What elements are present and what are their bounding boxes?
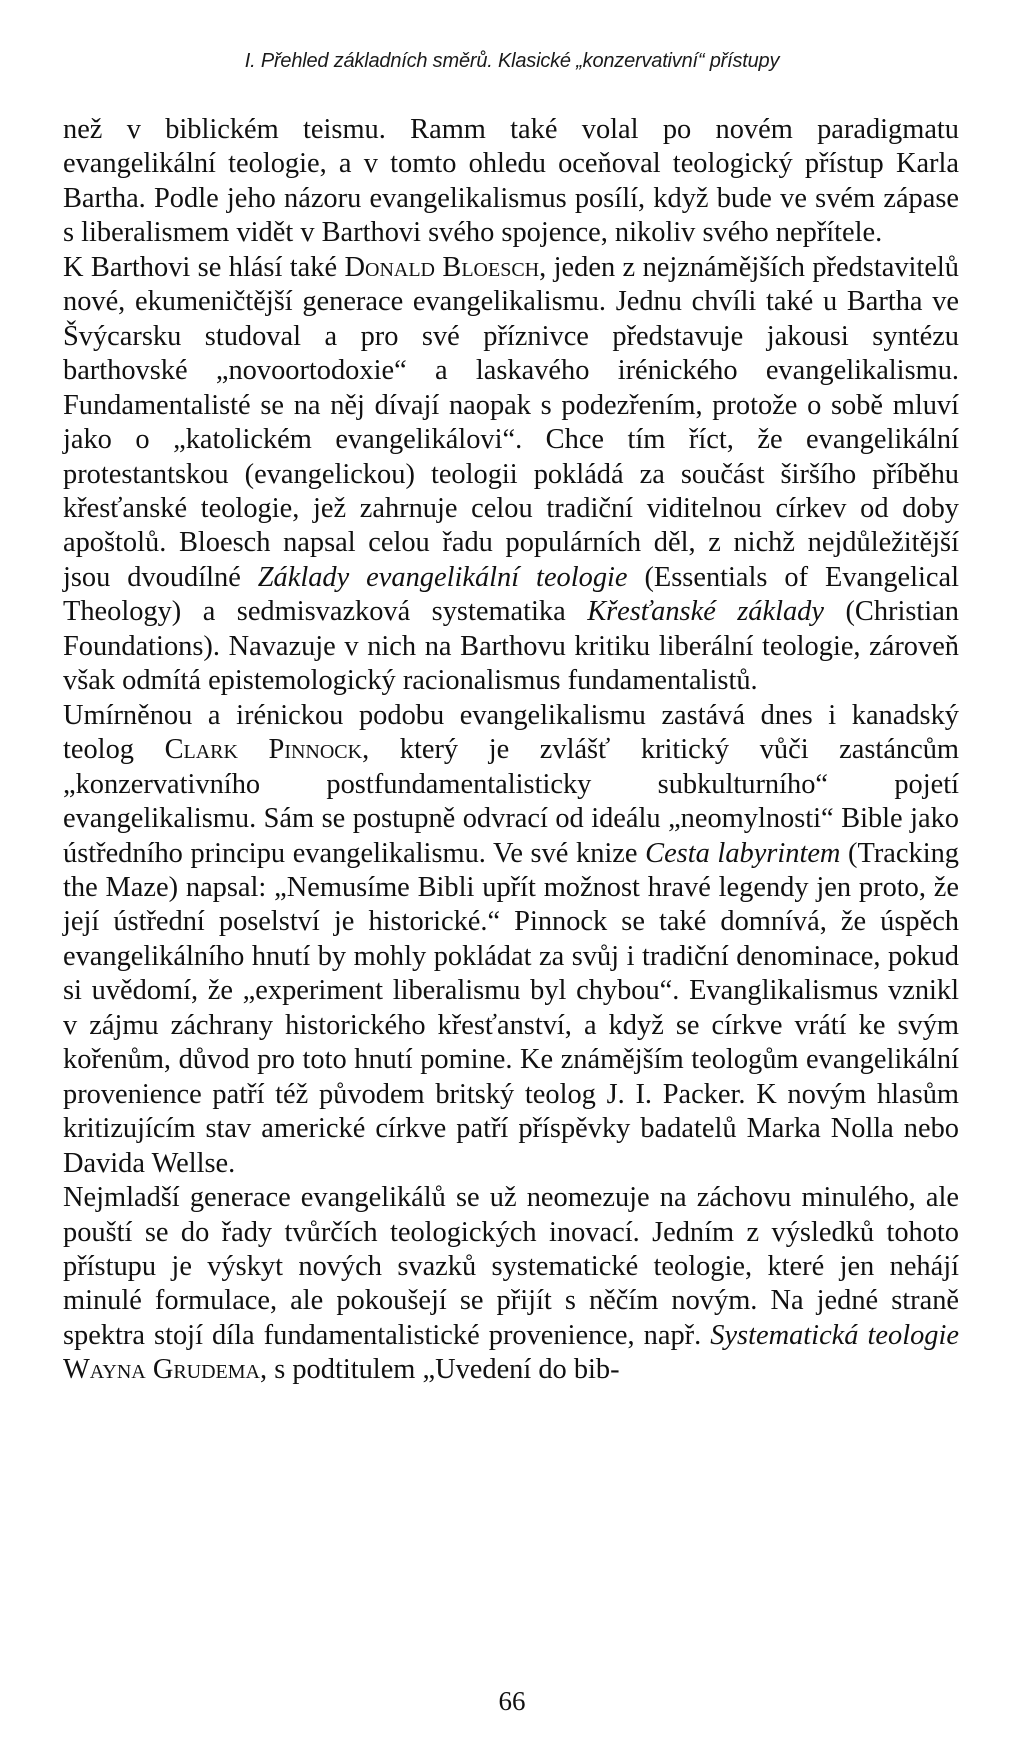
paragraph-4 — [63, 1181, 959, 1388]
running-header: I. Přehled základních směrů. Klasické „konzervativní“ přístupy — [244, 50, 780, 72]
person-name-clark-pinnock: Clark Pinnock — [164, 734, 363, 766]
book-title-zaklady: Základy evangelikální teologie — [257, 561, 628, 593]
person-name-wayne-grudem: Wayna Grudema — [63, 1354, 261, 1386]
book-title-systematicka-teologie: Systematická teologie — [710, 1319, 959, 1351]
paragraph-2-text-b: , jeden z nejznámějších představitelů nové, ekumeničtější generace evangelikalismu. Jednu chvíli také u Bartha ve Švýcarsku studoval a pro své příznivce představuje jakousi syntézu barthovské „novoortodoxie“ a laskavého irénického evangelikalismu. Fundamentalisté se na něj dívají naopak s podezřením, protože o sobě mluví jako o „katolickém evangelikálovi“. Chce tím říct, že evangelikální protestantskou (evangelickou) teologii pokládá za součást širšího příběhu křesťanské teologie, jež zahrnuje celou tradiční viditelnou církev od doby apoštolů. Bloesch napsal celou řadu populárních děl, z nichž nejdůležitější jsou dvoudílné — [63, 251, 960, 593]
paragraph-3 — [63, 699, 959, 1181]
paragraph-3-text-a: Umírněnou a irénickou podobu evangelikalismu zastává dnes i kanadský teolog — [63, 699, 959, 766]
book-title-cesta-labyrintem: Cesta labyrintem — [645, 837, 841, 869]
paragraph-3-text-b: , který je zvlášť kritický vůči zastáncům „konzervativního postfundamentalisticky subkulturního“ pojetí evangelikalismu. Sám se postupně odvrací od ideálu „neomylnosti“ Bible jako ústředního principu evangelikalismu. Ve své knize — [63, 734, 959, 869]
page-number: 66 — [498, 1686, 526, 1716]
paragraph-2 — [63, 251, 959, 699]
paragraph-2-text-a: K Barthovi se hlásí také — [63, 251, 345, 283]
paragraph-3-text-c: (Tracking the Maze) napsal: „Nemusíme Bibli upřít možnost hravé legendy jen proto, že její ústřední poselství je historické.“ Pinnock se také domnívá, že úspěch evangelikálního hnutí by mohly pokládat za svůj i tradiční denominace, pokud si uvědomí, že „experiment liberalismu byl chybou“. Evanglikalismus vznikl v zájmu záchrany historického křesťanství, a když se církve vrátí ke svým kořenům, důvod pro toto hnutí pomine. Ke známějším teologům evangelikální provenience patří též původem britský teolog J. I. Packer. K novým hlasům kritizujícím stav americké církve patří příspěvky badatelů Marka Nolla nebo Davida Wellse. — [63, 837, 959, 1179]
person-name-donald-bloesch: Donald Bloesch — [344, 251, 540, 283]
main-text — [63, 113, 959, 1388]
paragraph-2-text-c: (Essentials of Evangelical Theology) a sedmisvazková systematika — [63, 561, 959, 628]
paragraph-1: než v biblickém teismu. Ramm také volal po novém paradigmatu evangelikální teologie, a v tomto ohledu oceňoval teologický přístup Karla Bartha. Podle jeho názoru evangelikalismus posílí, když bude ve svém zápase s liberalismem vidět v Barthovi svého spojence, nikoliv svého nepřítele. — [63, 114, 959, 249]
book-title-krestanske-zaklady: Křesťanské základy — [587, 596, 824, 628]
paragraph-4-text-a: Nejmladší generace evangelikálů se už neomezuje na záchovu minulého, ale pouští se do řady tvůrčích teologických inovací. Jedním z výsledků tohoto přístupu je výskyt nových svazků systematické teologie, které jen nehájí minulé formulace, ale pokoušejí se přijít s něčím novým. Na jedné straně spektra stojí díla fundamentalistické provenience, např. — [63, 1182, 959, 1351]
paragraph-4-text-c: , s podtitulem „Uvedení do bib- — [260, 1354, 620, 1386]
paragraph-2-text-d: (Christian Foundations). Navazuje v nich na Barthovu kritiku liberální teologie, zároveň však odmítá epistemologický racionalismus fundamentalistů. — [63, 596, 959, 697]
